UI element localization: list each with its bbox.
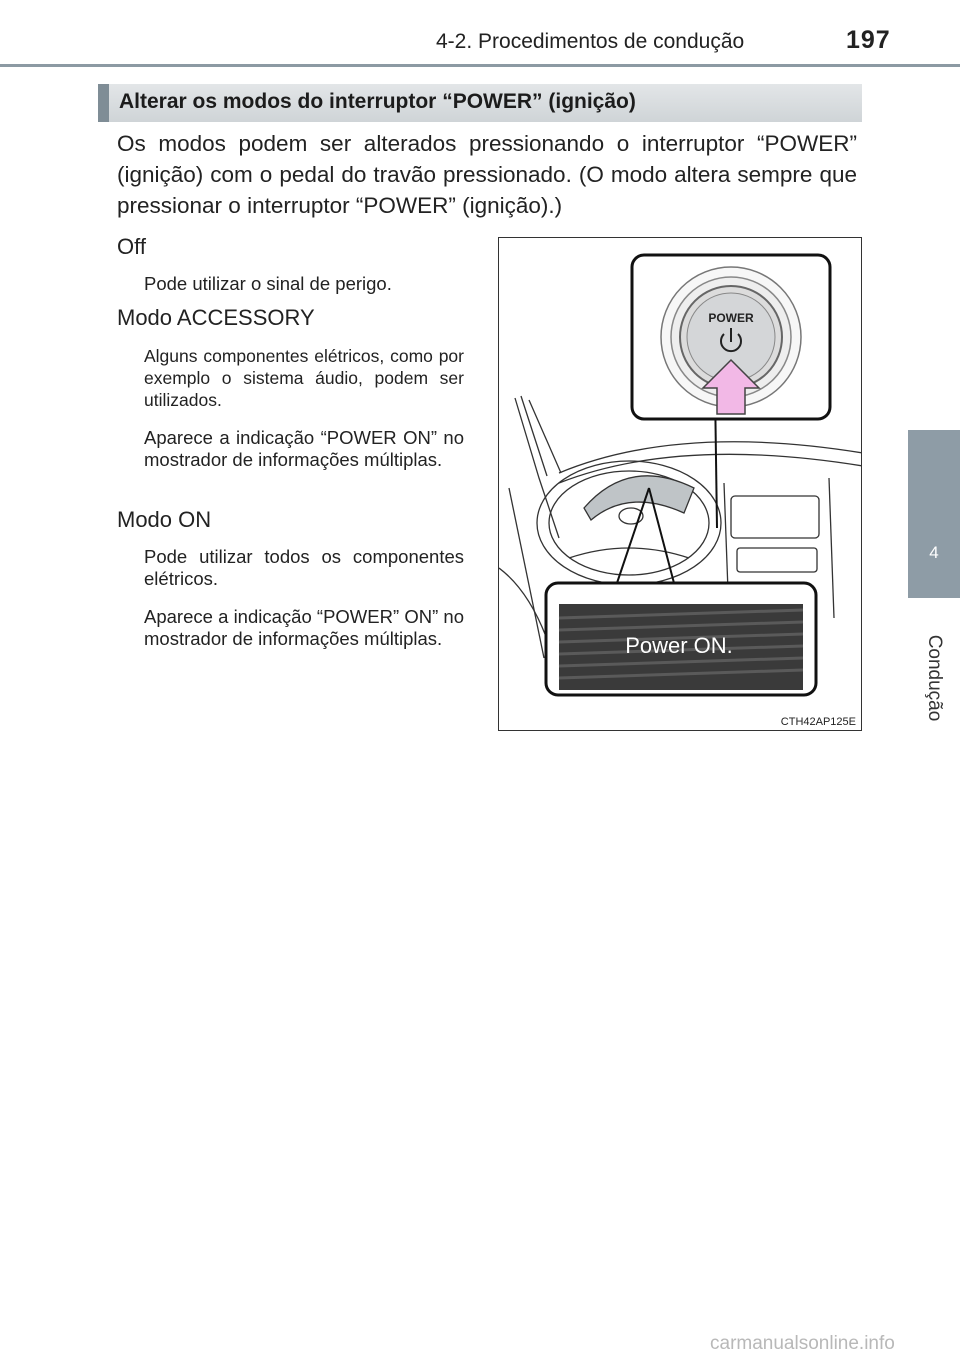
mode-heading-on: Modo ON [117,507,212,532]
figure-code: CTH42AP125E [780,716,856,728]
chapter-number: 4 [929,543,939,562]
mode-text: Aparece a indicação “POWER ON” no mostrador de informações múltiplas. [144,427,464,470]
mode-heading-off: Off [117,234,146,259]
page-number: 197 [846,26,891,54]
mode-text: Pode utilizar o sinal de perigo. [144,273,392,294]
section-title: Alterar os modos do interruptor “POWER” (ignição) [119,90,636,113]
chapter-label-container [908,598,960,758]
chapter-tab[interactable] [908,430,960,598]
mode-heading-accessory: Modo ACCESSORY [117,305,315,330]
page-header [0,0,960,66]
display-text: Power ON. [625,633,733,658]
header-divider [0,64,960,67]
dashboard-illustration [498,237,862,731]
mode-text: Aparece a indicação “POWER” ON” no mostrador de informações múltiplas. [144,606,464,649]
chapter-label: Condução [924,634,945,722]
dashboard-drawing [499,238,862,731]
watermark: carmanualsonline.info [710,1333,895,1354]
display-callout [546,488,816,695]
mode-text: Alguns componentes elétricos, como por exemplo o sistema áudio, podem ser utilizados. [144,346,464,410]
intro-paragraph: Os modos podem ser alterados pressionando o interruptor “POWER” (ignição) com o pedal do travão pressionado. (O modo altera sempre que pressionar o interruptor “POWER” (ignição).) [117,131,857,218]
mode-text: Pode utilizar todos os componentes elétricos. [144,546,464,589]
section-title-bar [98,84,862,122]
section-reference: 4-2. Procedimentos de condução [436,30,745,53]
button-label: POWER [708,311,754,325]
